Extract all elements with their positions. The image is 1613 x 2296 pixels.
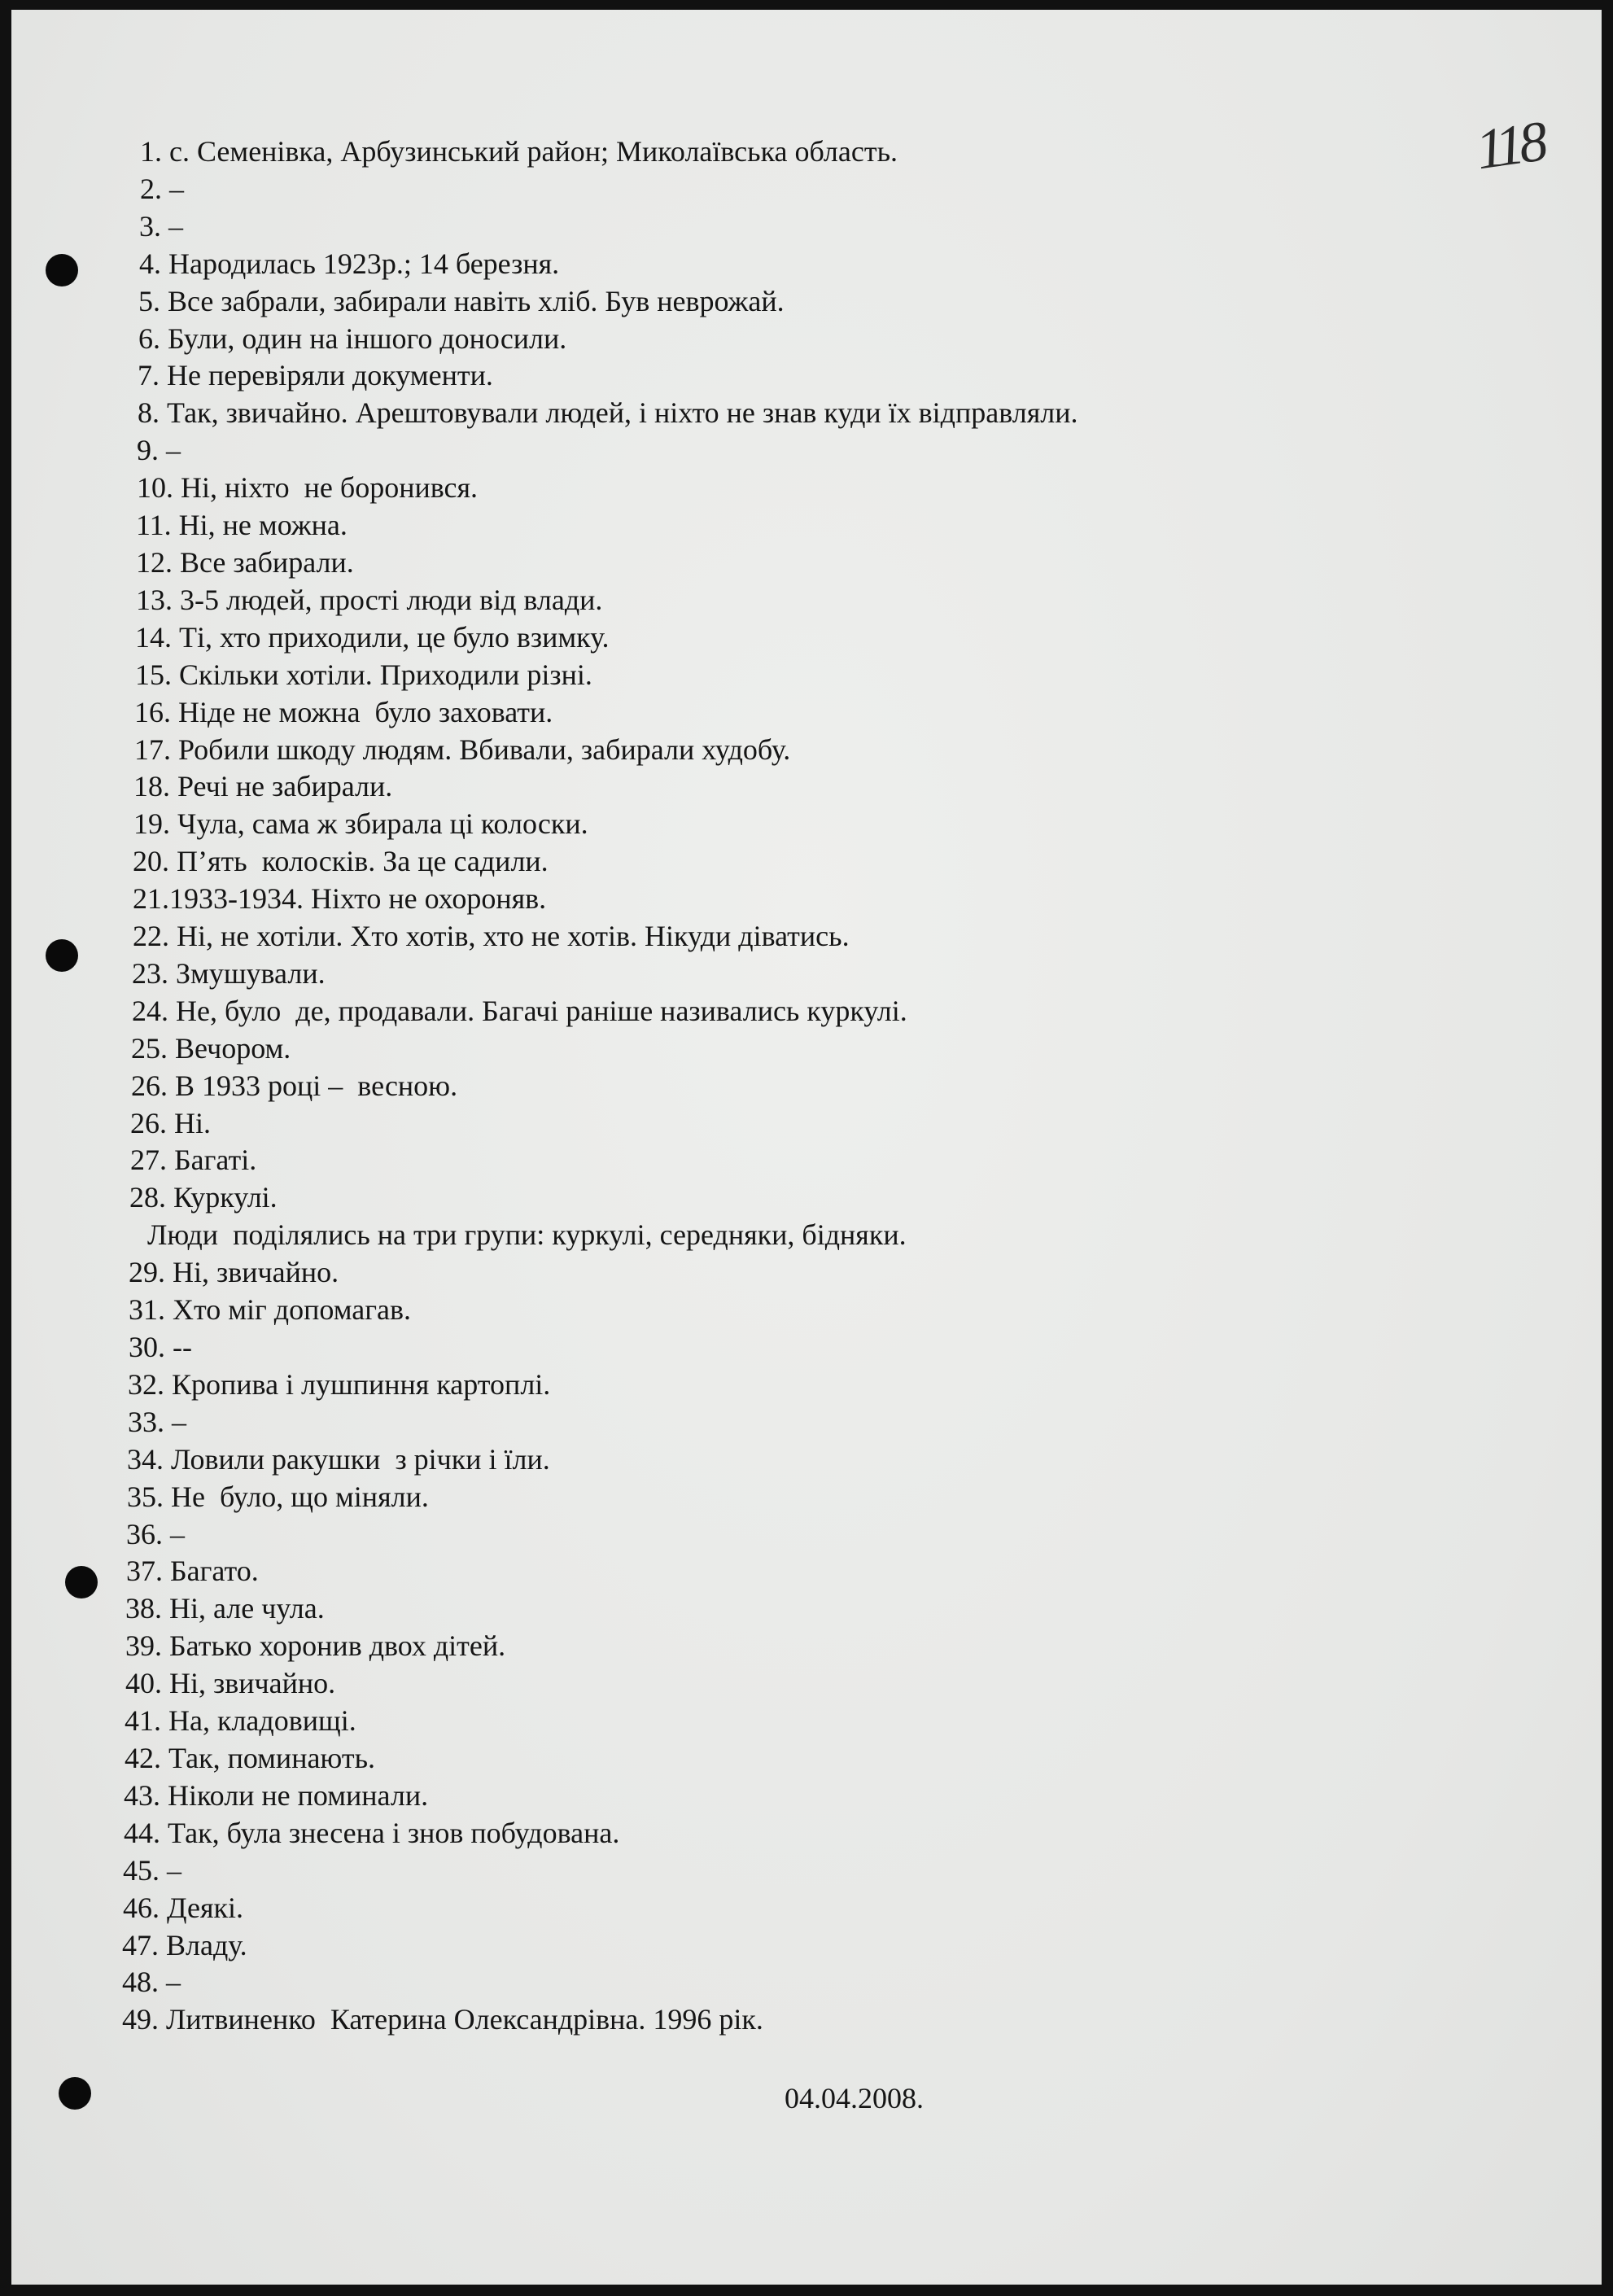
punch-hole (65, 1566, 98, 1598)
answer-line: 12. Все забирали. (136, 545, 354, 579)
answer-line: 49. Литвиненко Катерина Олександрівна. 1996 рік. (122, 2003, 763, 2036)
answer-line: 23. Змушували. (132, 956, 326, 990)
answer-line: 9. – (137, 434, 181, 467)
answer-line: 41. На, кладовищі. (125, 1704, 356, 1738)
answer-line: 32. Кропива і лушпиння картоплі. (128, 1367, 551, 1401)
answer-line: Люди поділялись на три групи: куркулі, середняки, бідняки. (147, 1218, 907, 1252)
answer-line: 46. Деякі. (123, 1891, 244, 1924)
answer-line: 3. – (139, 209, 183, 243)
answer-line: 34. Ловили ракушки з річки і їли. (127, 1442, 550, 1476)
answer-line: 15. Скільки хотіли. Приходили різні. (135, 658, 592, 691)
answer-line: 47. Владу. (122, 1928, 247, 1961)
answer-line: 44. Так, була знесена і знов побудована. (124, 1816, 620, 1849)
answer-line: 19. Чула, сама ж збирала ці колоски. (133, 807, 588, 841)
answer-line: 7. Не перевіряли документи. (138, 359, 493, 392)
answer-line: 6. Були, один на іншого доносили. (138, 321, 567, 355)
answer-line: 37. Багато. (126, 1555, 259, 1588)
answer-line: 13. 3-5 людей, прості люди від влади. (136, 583, 603, 616)
answer-line: 4. Народилась 1923р.; 14 березня. (139, 247, 560, 280)
document-page (11, 10, 1602, 2285)
answer-line: 26. Ні. (130, 1106, 211, 1139)
punch-hole (46, 939, 78, 972)
answer-line: 16. Ніде не можна було заховати. (134, 695, 553, 728)
answer-line: 40. Ні, звичайно. (125, 1667, 336, 1700)
answer-line: 27. Багаті. (130, 1144, 257, 1177)
answer-line: 5. Все забрали, забирали навіть хліб. Був неврожай. (138, 284, 785, 317)
answer-line: 25. Вечором. (131, 1031, 291, 1065)
answer-list (122, 133, 1078, 2039)
answer-line: 33. – (128, 1405, 186, 1438)
answer-line: 10. Ні, ніхто не боронився. (137, 471, 479, 505)
answer-line: 30. -- (129, 1331, 192, 1363)
answer-line: 29. Ні, звичайно. (129, 1256, 339, 1289)
answer-line: 35. Не було, що міняли. (127, 1480, 429, 1513)
answer-line: 31. Хто міг допомагав. (129, 1293, 411, 1327)
answer-line: 39. Батько хоронив двох дітей. (125, 1629, 506, 1663)
answer-line: 45. – (123, 1853, 181, 1887)
answer-line: 18. Речі не забирали. (133, 770, 393, 803)
answer-line: 20. П’ять колосків. За це садили. (133, 845, 549, 878)
answer-line: 22. Ні, не хотіли. Хто хотів, хто не хотів. Нікуди діватись. (133, 920, 850, 953)
answer-line: 14. Ті, хто приходили, це було взимку. (135, 620, 610, 654)
answer-line: 2. – (140, 172, 184, 205)
handwritten-page-number: 118 (1471, 110, 1547, 182)
answer-line: 26. В 1933 році – весною. (131, 1069, 458, 1102)
answer-line: 38. Ні, але чула. (125, 1592, 325, 1625)
answer-line: 8. Так, звичайно. Арештовували людей, і ніхто не знав куди їх відправляли. (138, 396, 1078, 430)
answer-line: 48. – (122, 1966, 181, 1999)
answer-line: 1. с. Семенівка, Арбузинський район; Миколаївська область. (140, 135, 898, 168)
answer-line: 36. – (126, 1517, 185, 1550)
punch-hole (59, 2077, 91, 2110)
answer-line: 11. Ні, не можна. (136, 509, 348, 542)
answer-line: 43. Ніколи не поминали. (124, 1778, 429, 1812)
answer-line: 21.1933-1934. Ніхто не охороняв. (133, 882, 547, 916)
answer-line: 28. Куркулі. (129, 1181, 278, 1214)
answer-line: 17. Робили шкоду людям. Вбивали, забирали худобу. (134, 733, 791, 766)
answer-line: 42. Так, поминають. (125, 1741, 376, 1774)
answer-line: 24. Не, було де, продавали. Багачі раніше називались куркулі. (132, 994, 907, 1027)
punch-hole (46, 254, 78, 286)
document-date: 04.04.2008. (785, 2082, 924, 2115)
